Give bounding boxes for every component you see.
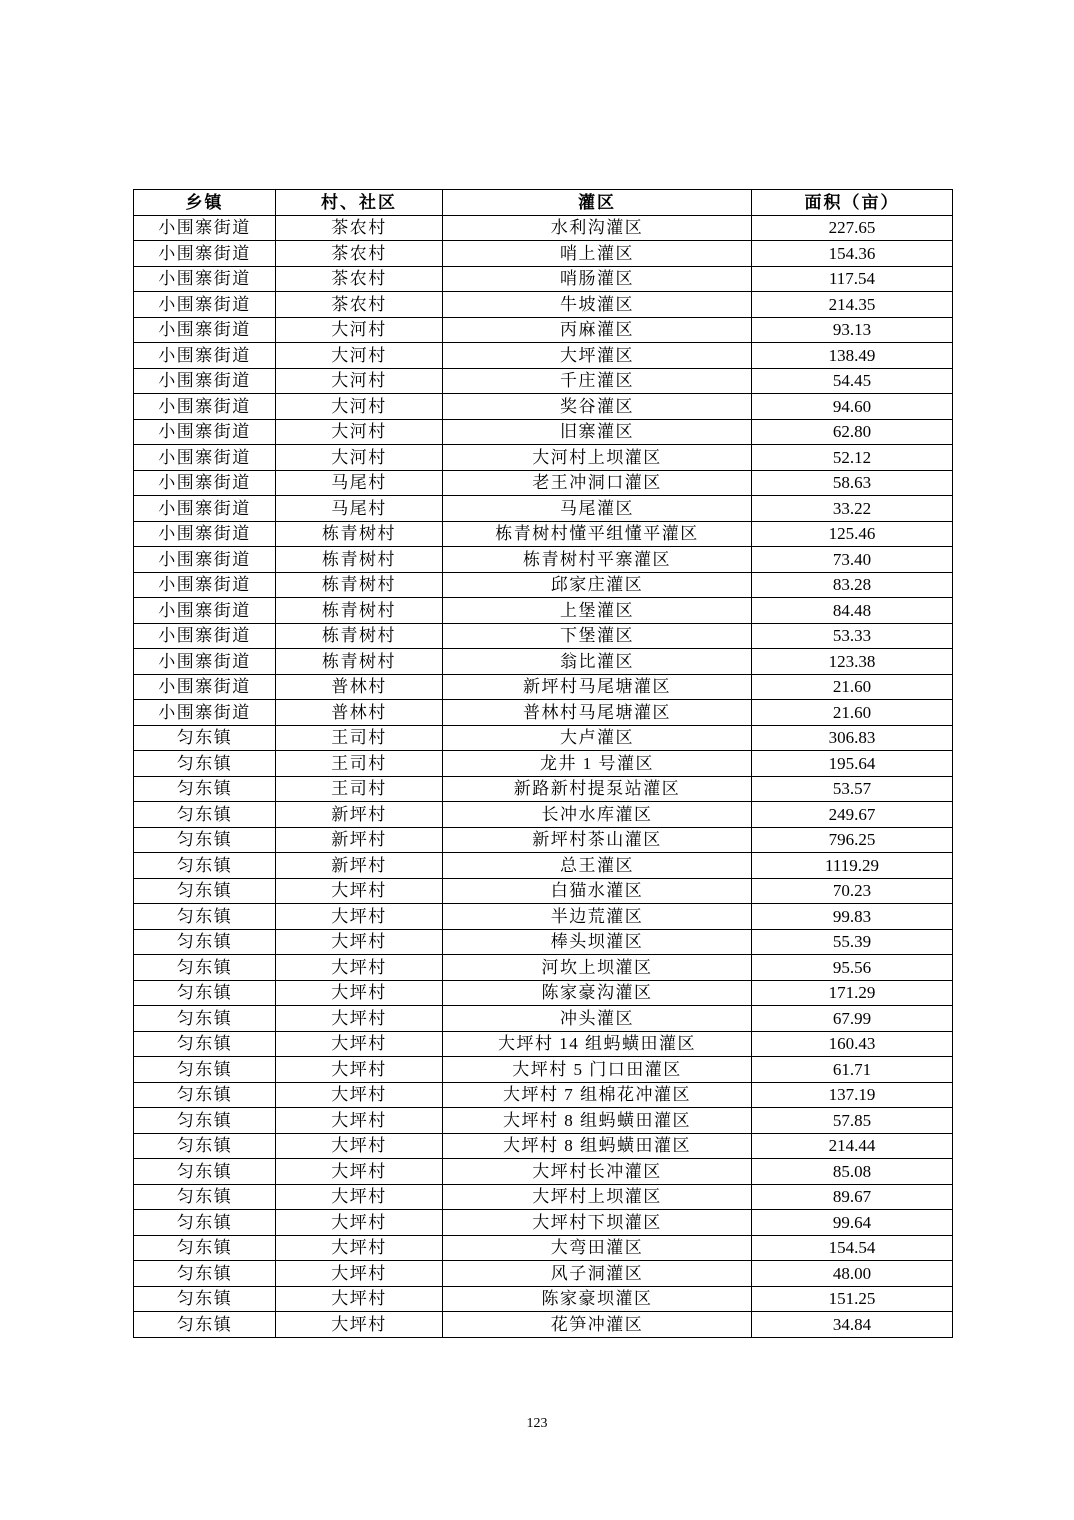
village-cell: 大坪村: [276, 1286, 443, 1312]
area-cell: 21.60: [752, 700, 953, 726]
township-cell: 匀东镇: [134, 802, 276, 828]
village-cell: 茶农村: [276, 215, 443, 241]
table-row: [134, 1006, 953, 1032]
table-row: [134, 955, 953, 981]
township-cell: 小围寨街道: [134, 241, 276, 267]
area-cell: 67.99: [752, 1006, 953, 1032]
area-cell: 99.83: [752, 904, 953, 930]
table-row: [134, 700, 953, 726]
area-cell: 21.60: [752, 674, 953, 700]
irrigation-area-cell: 栋青树村懂平组懂平灌区: [443, 521, 752, 547]
township-cell: 小围寨街道: [134, 215, 276, 241]
header-irrigation-area: 灌区: [443, 190, 752, 216]
table-row: [134, 1057, 953, 1083]
irrigation-area-cell: 陈家豪坝灌区: [443, 1286, 752, 1312]
area-cell: 796.25: [752, 827, 953, 853]
irrigation-area-cell: 棒头坝灌区: [443, 929, 752, 955]
township-cell: 匀东镇: [134, 1133, 276, 1159]
township-cell: 小围寨街道: [134, 419, 276, 445]
table-row: [134, 674, 953, 700]
irrigation-area-cell: 河坎上坝灌区: [443, 955, 752, 981]
village-cell: 大坪村: [276, 929, 443, 955]
township-cell: 匀东镇: [134, 1031, 276, 1057]
township-cell: 匀东镇: [134, 1159, 276, 1185]
table-row: [134, 1312, 953, 1338]
area-cell: 53.33: [752, 623, 953, 649]
area-cell: 54.45: [752, 368, 953, 394]
village-cell: 栋青树村: [276, 572, 443, 598]
township-cell: 匀东镇: [134, 1184, 276, 1210]
irrigation-area-table: [133, 189, 953, 1338]
township-cell: 匀东镇: [134, 878, 276, 904]
table-row: [134, 521, 953, 547]
village-cell: 大坪村: [276, 1312, 443, 1338]
table-row: [134, 1235, 953, 1261]
village-cell: 栋青树村: [276, 598, 443, 624]
area-cell: 117.54: [752, 266, 953, 292]
township-cell: 小围寨街道: [134, 470, 276, 496]
irrigation-area-cell: 半边荒灌区: [443, 904, 752, 930]
township-cell: 小围寨街道: [134, 623, 276, 649]
table-row: [134, 751, 953, 777]
irrigation-area-cell: 牛坡灌区: [443, 292, 752, 318]
table-row: [134, 241, 953, 267]
village-cell: 大坪村: [276, 1057, 443, 1083]
area-cell: 58.63: [752, 470, 953, 496]
irrigation-area-cell: 大坪村上坝灌区: [443, 1184, 752, 1210]
table-row: [134, 470, 953, 496]
table-row: [134, 292, 953, 318]
village-cell: 新坪村: [276, 827, 443, 853]
area-cell: 306.83: [752, 725, 953, 751]
township-cell: 小围寨街道: [134, 674, 276, 700]
township-cell: 小围寨街道: [134, 649, 276, 675]
table-row: [134, 649, 953, 675]
irrigation-area-cell: 大坪村 8 组蚂蟥田灌区: [443, 1108, 752, 1134]
township-cell: 小围寨街道: [134, 292, 276, 318]
village-cell: 大坪村: [276, 878, 443, 904]
township-cell: 匀东镇: [134, 1210, 276, 1236]
area-cell: 85.08: [752, 1159, 953, 1185]
township-cell: 匀东镇: [134, 827, 276, 853]
irrigation-area-cell: 新坪村马尾塘灌区: [443, 674, 752, 700]
table-row: [134, 215, 953, 241]
irrigation-area-cell: 千庄灌区: [443, 368, 752, 394]
township-cell: 匀东镇: [134, 980, 276, 1006]
table-row: [134, 904, 953, 930]
table-row: [134, 343, 953, 369]
area-cell: 154.36: [752, 241, 953, 267]
village-cell: 大坪村: [276, 1133, 443, 1159]
township-cell: 小围寨街道: [134, 445, 276, 471]
village-cell: 王司村: [276, 751, 443, 777]
township-cell: 小围寨街道: [134, 343, 276, 369]
irrigation-area-cell: 旧寨灌区: [443, 419, 752, 445]
table-row: [134, 980, 953, 1006]
area-cell: 94.60: [752, 394, 953, 420]
village-cell: 普林村: [276, 674, 443, 700]
village-cell: 栋青树村: [276, 623, 443, 649]
area-cell: 89.67: [752, 1184, 953, 1210]
irrigation-area-cell: 花笋冲灌区: [443, 1312, 752, 1338]
table-row: [134, 572, 953, 598]
table-row: [134, 1286, 953, 1312]
table-row: [134, 394, 953, 420]
irrigation-area-cell: 长冲水库灌区: [443, 802, 752, 828]
table-row: [134, 419, 953, 445]
area-cell: 34.84: [752, 1312, 953, 1338]
irrigation-area-cell: 奖谷灌区: [443, 394, 752, 420]
township-cell: 小围寨街道: [134, 572, 276, 598]
village-cell: 大坪村: [276, 1082, 443, 1108]
village-cell: 新坪村: [276, 802, 443, 828]
township-cell: 匀东镇: [134, 904, 276, 930]
area-cell: 84.48: [752, 598, 953, 624]
area-cell: 227.65: [752, 215, 953, 241]
township-cell: 匀东镇: [134, 1235, 276, 1261]
village-cell: 栋青树村: [276, 547, 443, 573]
irrigation-area-cell: 大坪村 8 组蚂蟥田灌区: [443, 1133, 752, 1159]
village-cell: 栋青树村: [276, 521, 443, 547]
area-cell: 137.19: [752, 1082, 953, 1108]
table-row: [134, 1210, 953, 1236]
area-cell: 95.56: [752, 955, 953, 981]
village-cell: 大河村: [276, 445, 443, 471]
township-cell: 小围寨街道: [134, 496, 276, 522]
irrigation-area-cell: 老王冲洞口灌区: [443, 470, 752, 496]
area-cell: 151.25: [752, 1286, 953, 1312]
area-cell: 249.67: [752, 802, 953, 828]
area-cell: 62.80: [752, 419, 953, 445]
irrigation-area-cell: 大坪村 7 组棉花冲灌区: [443, 1082, 752, 1108]
table-row: [134, 266, 953, 292]
table-row: [134, 1184, 953, 1210]
township-cell: 匀东镇: [134, 1006, 276, 1032]
irrigation-area-cell: 龙井 1 号灌区: [443, 751, 752, 777]
village-cell: 大河村: [276, 419, 443, 445]
township-cell: 匀东镇: [134, 1057, 276, 1083]
table-row: [134, 598, 953, 624]
village-cell: 大坪村: [276, 955, 443, 981]
area-cell: 57.85: [752, 1108, 953, 1134]
irrigation-area-cell: 冲头灌区: [443, 1006, 752, 1032]
township-cell: 小围寨街道: [134, 521, 276, 547]
township-cell: 小围寨街道: [134, 317, 276, 343]
irrigation-area-cell: 大卢灌区: [443, 725, 752, 751]
table-row: [134, 1031, 953, 1057]
village-cell: 马尾村: [276, 496, 443, 522]
area-cell: 73.40: [752, 547, 953, 573]
irrigation-area-cell: 陈家豪沟灌区: [443, 980, 752, 1006]
village-cell: 大坪村: [276, 1006, 443, 1032]
area-cell: 154.54: [752, 1235, 953, 1261]
irrigation-area-cell: 丙麻灌区: [443, 317, 752, 343]
area-cell: 123.38: [752, 649, 953, 675]
irrigation-area-cell: 新路新村提泵站灌区: [443, 776, 752, 802]
area-cell: 214.44: [752, 1133, 953, 1159]
village-cell: 普林村: [276, 700, 443, 726]
header-township: 乡镇: [134, 190, 276, 216]
township-cell: 匀东镇: [134, 955, 276, 981]
village-cell: 王司村: [276, 776, 443, 802]
table-row: [134, 878, 953, 904]
township-cell: 小围寨街道: [134, 266, 276, 292]
irrigation-area-cell: 哨上灌区: [443, 241, 752, 267]
table-row: [134, 368, 953, 394]
irrigation-area-cell: 上堡灌区: [443, 598, 752, 624]
area-cell: 55.39: [752, 929, 953, 955]
irrigation-area-cell: 栋青树村平寨灌区: [443, 547, 752, 573]
irrigation-area-cell: 普林村马尾塘灌区: [443, 700, 752, 726]
table-row: [134, 1159, 953, 1185]
irrigation-area-cell: 风子洞灌区: [443, 1261, 752, 1287]
area-cell: 195.64: [752, 751, 953, 777]
table-row: [134, 853, 953, 879]
area-cell: 61.71: [752, 1057, 953, 1083]
area-cell: 1119.29: [752, 853, 953, 879]
table-row: [134, 317, 953, 343]
village-cell: 大坪村: [276, 1261, 443, 1287]
township-cell: 小围寨街道: [134, 368, 276, 394]
township-cell: 小围寨街道: [134, 547, 276, 573]
area-cell: 125.46: [752, 521, 953, 547]
table-row: [134, 1108, 953, 1134]
table-row: [134, 929, 953, 955]
township-cell: 匀东镇: [134, 1261, 276, 1287]
village-cell: 王司村: [276, 725, 443, 751]
irrigation-area-cell: 水利沟灌区: [443, 215, 752, 241]
area-cell: 93.13: [752, 317, 953, 343]
village-cell: 大坪村: [276, 1235, 443, 1261]
irrigation-area-cell: 总王灌区: [443, 853, 752, 879]
village-cell: 大河村: [276, 343, 443, 369]
table-row: [134, 547, 953, 573]
village-cell: 茶农村: [276, 266, 443, 292]
township-cell: 匀东镇: [134, 929, 276, 955]
township-cell: 匀东镇: [134, 751, 276, 777]
area-cell: 99.64: [752, 1210, 953, 1236]
table-row: [134, 776, 953, 802]
village-cell: 大河村: [276, 317, 443, 343]
village-cell: 茶农村: [276, 241, 443, 267]
village-cell: 大坪村: [276, 1210, 443, 1236]
village-cell: 大坪村: [276, 1159, 443, 1185]
irrigation-area-cell: 大坪村长冲灌区: [443, 1159, 752, 1185]
area-cell: 214.35: [752, 292, 953, 318]
irrigation-area-cell: 大坪村 5 门口田灌区: [443, 1057, 752, 1083]
village-cell: 大河村: [276, 368, 443, 394]
village-cell: 大坪村: [276, 1108, 443, 1134]
irrigation-area-cell: 邱家庄灌区: [443, 572, 752, 598]
township-cell: 小围寨街道: [134, 598, 276, 624]
area-cell: 160.43: [752, 1031, 953, 1057]
irrigation-area-cell: 大坪村下坝灌区: [443, 1210, 752, 1236]
village-cell: 大河村: [276, 394, 443, 420]
village-cell: 栋青树村: [276, 649, 443, 675]
area-cell: 48.00: [752, 1261, 953, 1287]
township-cell: 匀东镇: [134, 725, 276, 751]
village-cell: 大坪村: [276, 1184, 443, 1210]
area-cell: 171.29: [752, 980, 953, 1006]
irrigation-area-cell: 新坪村茶山灌区: [443, 827, 752, 853]
area-cell: 52.12: [752, 445, 953, 471]
table-row: [134, 623, 953, 649]
irrigation-area-cell: 白猫水灌区: [443, 878, 752, 904]
irrigation-area-cell: 哨肠灌区: [443, 266, 752, 292]
township-cell: 匀东镇: [134, 1286, 276, 1312]
table-row: [134, 445, 953, 471]
township-cell: 匀东镇: [134, 776, 276, 802]
table-row: [134, 1261, 953, 1287]
village-cell: 大坪村: [276, 1031, 443, 1057]
area-cell: 33.22: [752, 496, 953, 522]
table-body: [134, 215, 953, 1337]
irrigation-area-cell: 大河村上坝灌区: [443, 445, 752, 471]
table-row: [134, 1082, 953, 1108]
township-cell: 匀东镇: [134, 853, 276, 879]
table-row: [134, 827, 953, 853]
village-cell: 大坪村: [276, 980, 443, 1006]
township-cell: 匀东镇: [134, 1312, 276, 1338]
header-area-mu: 面积（亩）: [752, 190, 953, 216]
irrigation-area-cell: 翁比灌区: [443, 649, 752, 675]
village-cell: 新坪村: [276, 853, 443, 879]
table-row: [134, 725, 953, 751]
area-cell: 70.23: [752, 878, 953, 904]
township-cell: 小围寨街道: [134, 700, 276, 726]
township-cell: 小围寨街道: [134, 394, 276, 420]
village-cell: 大坪村: [276, 904, 443, 930]
page-number: 123: [526, 1416, 548, 1431]
irrigation-area-cell: 马尾灌区: [443, 496, 752, 522]
table-row: [134, 496, 953, 522]
irrigation-area-cell: 下堡灌区: [443, 623, 752, 649]
township-cell: 匀东镇: [134, 1108, 276, 1134]
header-row: [134, 190, 953, 216]
irrigation-area-cell: 大弯田灌区: [443, 1235, 752, 1261]
area-cell: 138.49: [752, 343, 953, 369]
area-cell: 83.28: [752, 572, 953, 598]
table-header: [134, 190, 953, 216]
header-village: 村、社区: [276, 190, 443, 216]
irrigation-area-cell: 大坪村 14 组蚂蟥田灌区: [443, 1031, 752, 1057]
irrigation-area-cell: 大坪灌区: [443, 343, 752, 369]
township-cell: 匀东镇: [134, 1082, 276, 1108]
area-cell: 53.57: [752, 776, 953, 802]
table-row: [134, 802, 953, 828]
table-row: [134, 1133, 953, 1159]
village-cell: 茶农村: [276, 292, 443, 318]
village-cell: 马尾村: [276, 470, 443, 496]
